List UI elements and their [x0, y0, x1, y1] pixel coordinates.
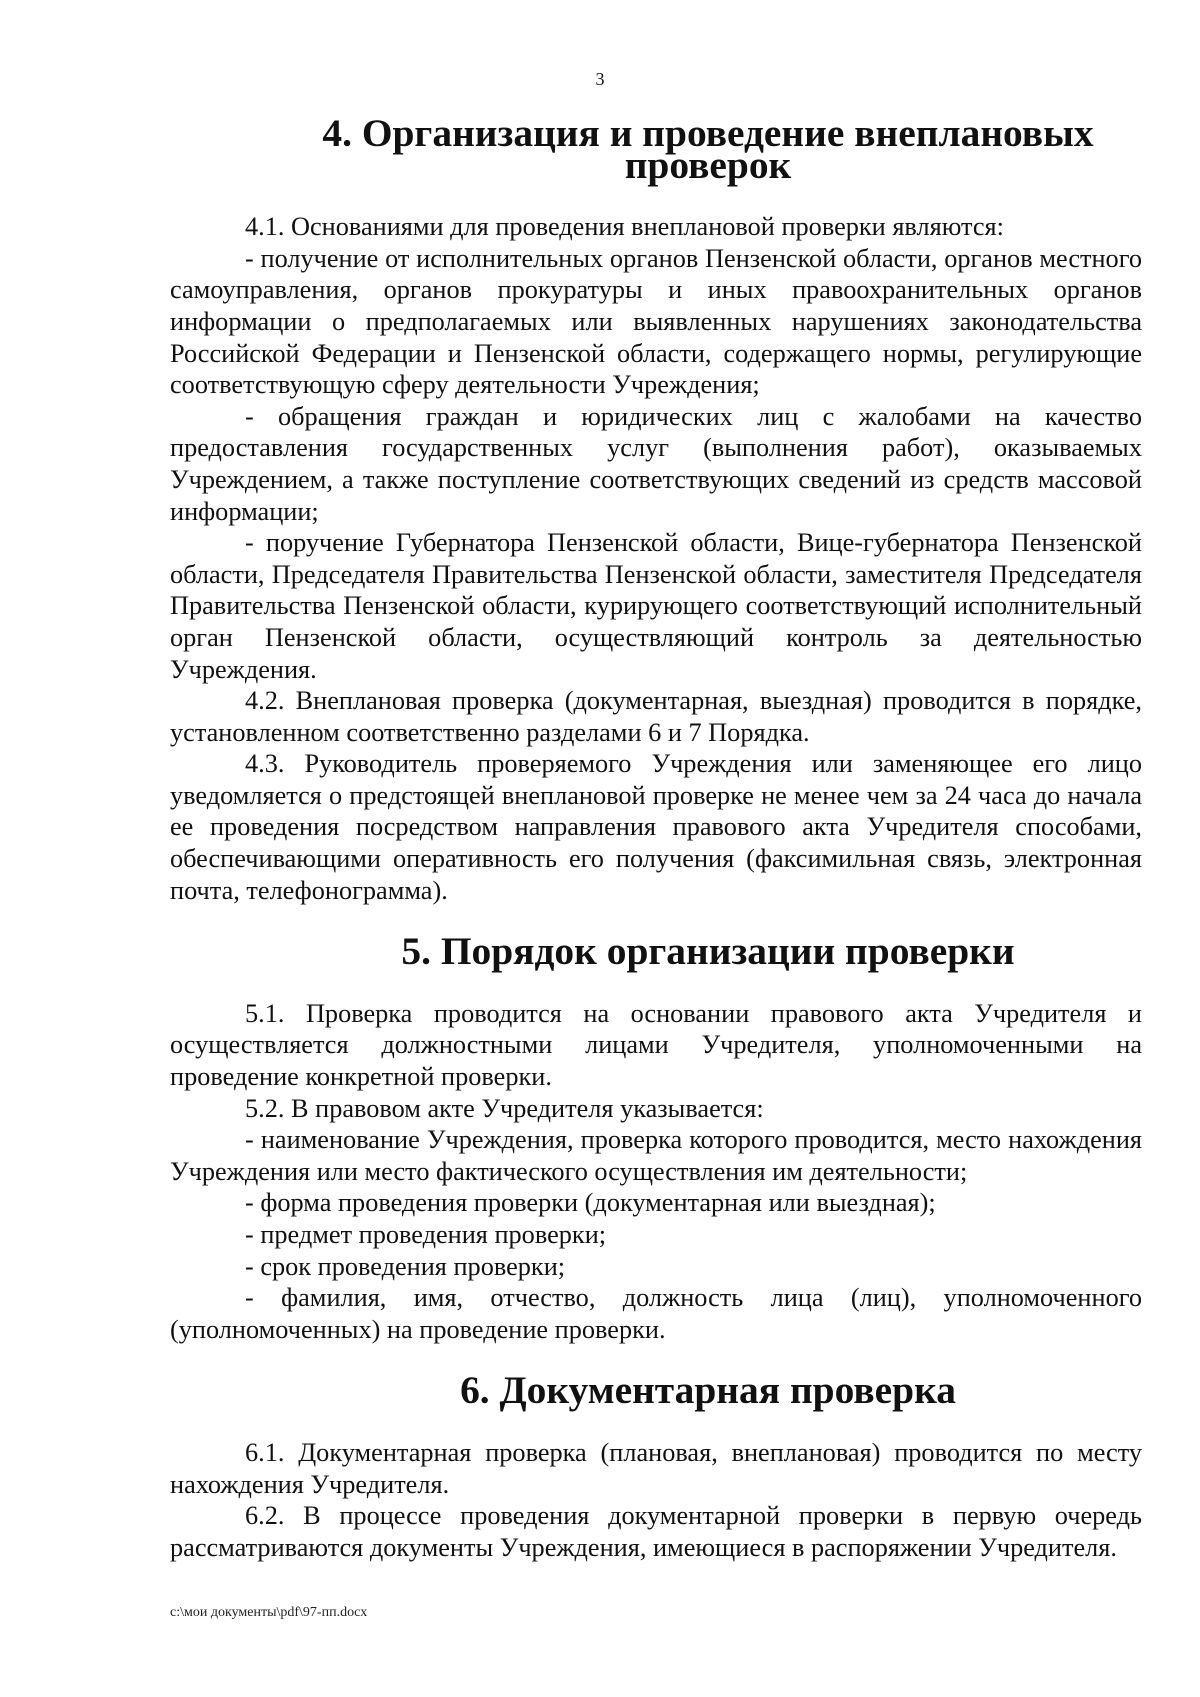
section-5-heading: 5. Порядок организации проверки	[401, 929, 1015, 974]
paragraph-5-2-item-3: - предмет проведения проверки;	[245, 1220, 607, 1249]
paragraph-5-1: 5.1. Проверка проводится на основании правового акта Учредителя и осуществляется должностными лицами Учредителя, уполномоченными на проведение конкретной проверки.	[170, 998, 1142, 1092]
paragraph-4-1-item-2: - обращения граждан и юридических лиц с жалобами на качество предоставления государственных услуг (выполнения работ), оказываемых Учреждением, а также поступление соответствующих сведений из средств массовой информации;	[170, 401, 1142, 526]
section-4-heading: 4. Организация и проведение внеплановых проверок	[322, 111, 1094, 187]
paragraph-6-2: 6.2. В процессе проведения документарной проверки в первую очередь рассматриваются документы Учреждения, имеющиеся в распоряжении Учредителя.	[170, 1501, 1142, 1562]
paragraph-5-2-item-2: - форма проведения проверки (документарная или выездная);	[245, 1188, 936, 1218]
paragraph-6-1: 6.1. Документарная проверка (плановая, внеплановая) проводится по месту нахождения Учредителя.	[170, 1437, 1142, 1499]
paragraph-4-2: 4.2. Внеплановая проверка (документарная, выездная) проводится в порядке, установленном соответственно разделами 6 и 7 Порядка.	[170, 686, 1142, 747]
paragraph-4-1-item-3: - поручение Губернатора Пензенской области, Вице-губернатора Пензенской области, Председателя Правительства Пензенской области, заместителя Председателя Правительства Пензенской области, курирующего соответствующий исполнительный орган Пензенской области, осуществляющий контроль за деятельностью Учреждения.	[170, 528, 1142, 684]
paragraph-5-2: 5.2. В правовом акте Учредителя указывается:	[245, 1093, 764, 1123]
paragraph-5-2-item-4: - срок проведения проверки;	[245, 1251, 566, 1281]
section-5-body	[170, 998, 1142, 1346]
file-path-footer: c:\мои документы\pdf\97-пп.docx	[170, 1605, 368, 1620]
paragraph-4-1-item-1: - получение от исполнительных органов Пензенской области, органов местного самоуправления, органов прокуратуры и иных правоохранительных органов информации о предполагаемых или выявленных нарушениях законодательства Российской Федерации и Пензенской области, содержащего нормы, регулирующие соответствующую сферу деятельности Учреждения;	[170, 243, 1142, 400]
section-6-body	[170, 1437, 1142, 1563]
paragraph-4-3: 4.3. Руководитель проверяемого Учреждения или заменяющее его лицо уведомляется о предстоящей внеплановой проверке не менее чем за 24 часа до начала ее проведения посредством направления правового акта Учредителя способами, обеспечивающими оперативность его получения (факсимильная связь, электронная почта, телефонограмма).	[170, 749, 1142, 905]
document-body	[170, 111, 1142, 1563]
section-4-body	[170, 211, 1142, 906]
paragraph-5-2-item-1: - наименование Учреждения, проверка которого проводится, место нахождения Учреждения или место фактического осуществления им деятельности;	[170, 1125, 1142, 1186]
paragraph-4-1: 4.1. Основаниями для проведения внеплановой проверки являются:	[245, 212, 1004, 242]
section-6-heading: 6. Документарная проверка	[460, 1368, 956, 1413]
paragraph-5-2-item-5: - фамилия, имя, отчество, должность лица (лиц), уполномоченного (уполномоченных) на проведение проверки.	[170, 1283, 1142, 1344]
page-number: 3	[595, 69, 605, 89]
